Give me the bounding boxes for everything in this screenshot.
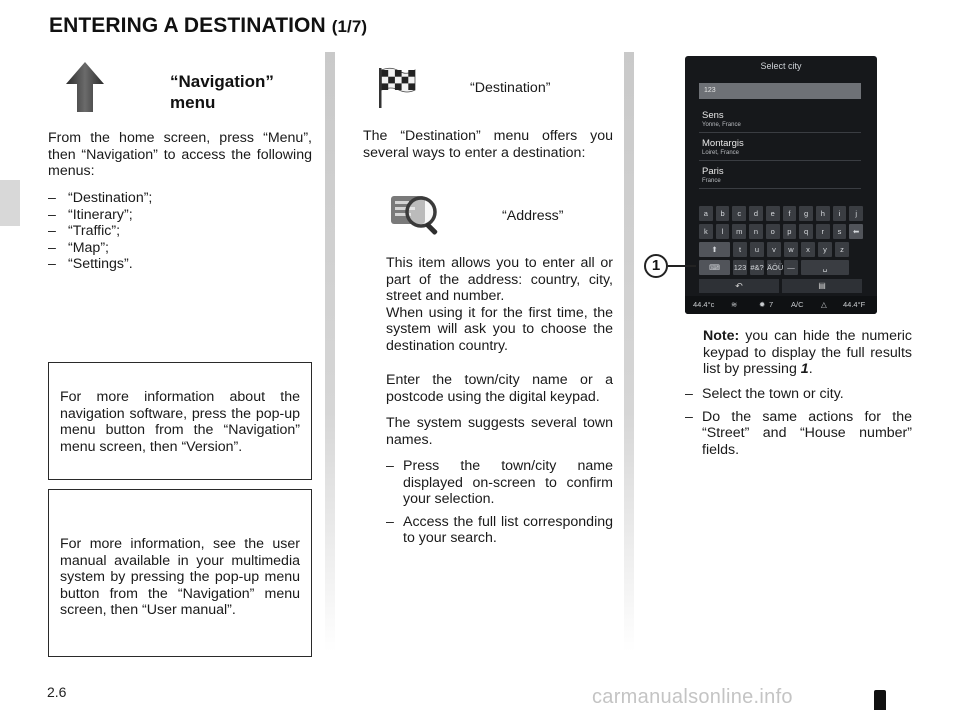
symbols-key[interactable]: #&? [750, 260, 764, 275]
callout-line [668, 265, 696, 267]
recirculation-icon: △ [821, 300, 827, 309]
temperature-right: 44.4°F [843, 300, 866, 309]
navigation-intro: From the home screen, press “Menu”, then “Navigation” to access the following menus: [48, 130, 312, 179]
list-item: – “Traffic”; [48, 223, 312, 240]
shift-key-icon[interactable]: ⬆ [699, 242, 730, 257]
page-title: ENTERING A DESTINATION (1/7) [49, 14, 368, 37]
city-steps [685, 386, 912, 464]
backspace-key-icon[interactable]: ⬅ [849, 224, 863, 239]
key[interactable]: u [750, 242, 764, 257]
list-item: – “Itinerary”; [48, 207, 312, 224]
key[interactable]: x [801, 242, 815, 257]
city-search-input[interactable]: 123 [699, 83, 861, 99]
note-paragraph: Note: you can hide the numeric keypad to display the full results list by pressing 1. [703, 328, 912, 377]
popup-menu-button-icon[interactable]: ▤ [782, 279, 862, 293]
navigation-arrow-icon [66, 62, 104, 112]
address-label: “Address” [502, 208, 564, 224]
key[interactable]: y [818, 242, 832, 257]
info-box-version: For more information about the navigation software, press the pop-up menu button from the “Navigation” menu screen, then “Version”. [48, 362, 312, 480]
chapter-tab [0, 180, 20, 226]
multimedia-screen [685, 56, 877, 314]
checkered-flag-icon [377, 66, 417, 108]
ac-label: A/C [791, 300, 804, 309]
destination-label: “Destination” [470, 80, 551, 96]
key[interactable]: g [799, 206, 813, 221]
key[interactable]: n [749, 224, 763, 239]
key[interactable]: o [766, 224, 780, 239]
address-paragraph-3: The system suggests several town names. [386, 415, 613, 448]
watermark: carmanualsonline.info [592, 686, 793, 708]
address-paragraph-1: This item allows you to enter all or part of the address: country, city, street and number. When using it for the first time, the system will ask you to choose the destination country. [386, 255, 613, 354]
fan-level: 7 [769, 300, 774, 309]
accents-key[interactable]: ÄÖÜ [767, 260, 781, 275]
key[interactable]: m [732, 224, 746, 239]
callout-1: 1 [644, 254, 668, 278]
temperature-left: 44.4°c [693, 300, 715, 309]
screen-title: Select city [760, 61, 802, 71]
list-item: – “Destination”; [48, 190, 312, 207]
destination-intro: The “Destination” menu offers you several ways to enter a destination: [363, 128, 613, 161]
digital-keypad [699, 206, 863, 278]
page-title-suffix: (1/7) [331, 17, 368, 36]
list-item: – Do the same actions for the “Street” and “House number” fields. [685, 409, 912, 459]
dash-key[interactable]: — [784, 260, 798, 275]
key[interactable]: s [833, 224, 847, 239]
address-steps [386, 458, 613, 553]
key[interactable]: c [732, 206, 746, 221]
key[interactable]: l [716, 224, 730, 239]
space-key-icon[interactable]: ␣ [801, 260, 849, 275]
address-paragraph-2: Enter the town/city name or a postcode using the digital keypad. [386, 372, 613, 405]
column-separator [624, 52, 634, 652]
seat-heat-icon: ≋ [731, 300, 738, 309]
key[interactable]: p [783, 224, 797, 239]
list-item: – “Map”; [48, 240, 312, 257]
address-search-icon [389, 190, 445, 238]
key[interactable]: t [733, 242, 747, 257]
numeric-key[interactable]: 123 [733, 260, 747, 275]
hide-keypad-key-icon[interactable]: ⌨ [699, 260, 730, 275]
key[interactable]: w [784, 242, 798, 257]
city-result-item[interactable]: Paris France [699, 162, 861, 189]
navigation-menu-heading: “Navigation” menu [170, 72, 274, 112]
key[interactable]: q [799, 224, 813, 239]
key[interactable]: z [835, 242, 849, 257]
key[interactable]: k [699, 224, 713, 239]
list-item: – Access the full list corresponding to your search. [386, 514, 613, 547]
key[interactable]: e [766, 206, 780, 221]
key[interactable]: b [716, 206, 730, 221]
back-button-icon[interactable]: ↶ [699, 279, 779, 293]
column-separator [325, 52, 335, 652]
corner-mark [874, 690, 886, 710]
city-result-item[interactable]: Montargis Loiret, France [699, 134, 861, 161]
list-item: – Select the town or city. [685, 386, 912, 403]
key[interactable]: a [699, 206, 713, 221]
navigation-menu-list [48, 190, 312, 273]
key[interactable]: r [816, 224, 830, 239]
key[interactable]: f [783, 206, 797, 221]
list-item: – “Settings”. [48, 256, 312, 273]
fan-icon: ✹ [759, 300, 766, 309]
city-result-item[interactable]: Sens Yonne, France [699, 106, 861, 133]
key[interactable]: i [833, 206, 847, 221]
climate-status-bar [685, 296, 877, 314]
key[interactable]: d [749, 206, 763, 221]
key[interactable]: j [849, 206, 863, 221]
list-item: – Press the town/city name displayed on-screen to confirm your selection. [386, 458, 613, 508]
info-box-user-manual: For more information, see the user manual available in your multimedia system by pressing the pop-up menu button from the “Navigation” menu screen, then “User manual”. [48, 489, 312, 657]
page-number: 2.6 [47, 684, 67, 700]
key[interactable]: v [767, 242, 781, 257]
key[interactable]: h [816, 206, 830, 221]
